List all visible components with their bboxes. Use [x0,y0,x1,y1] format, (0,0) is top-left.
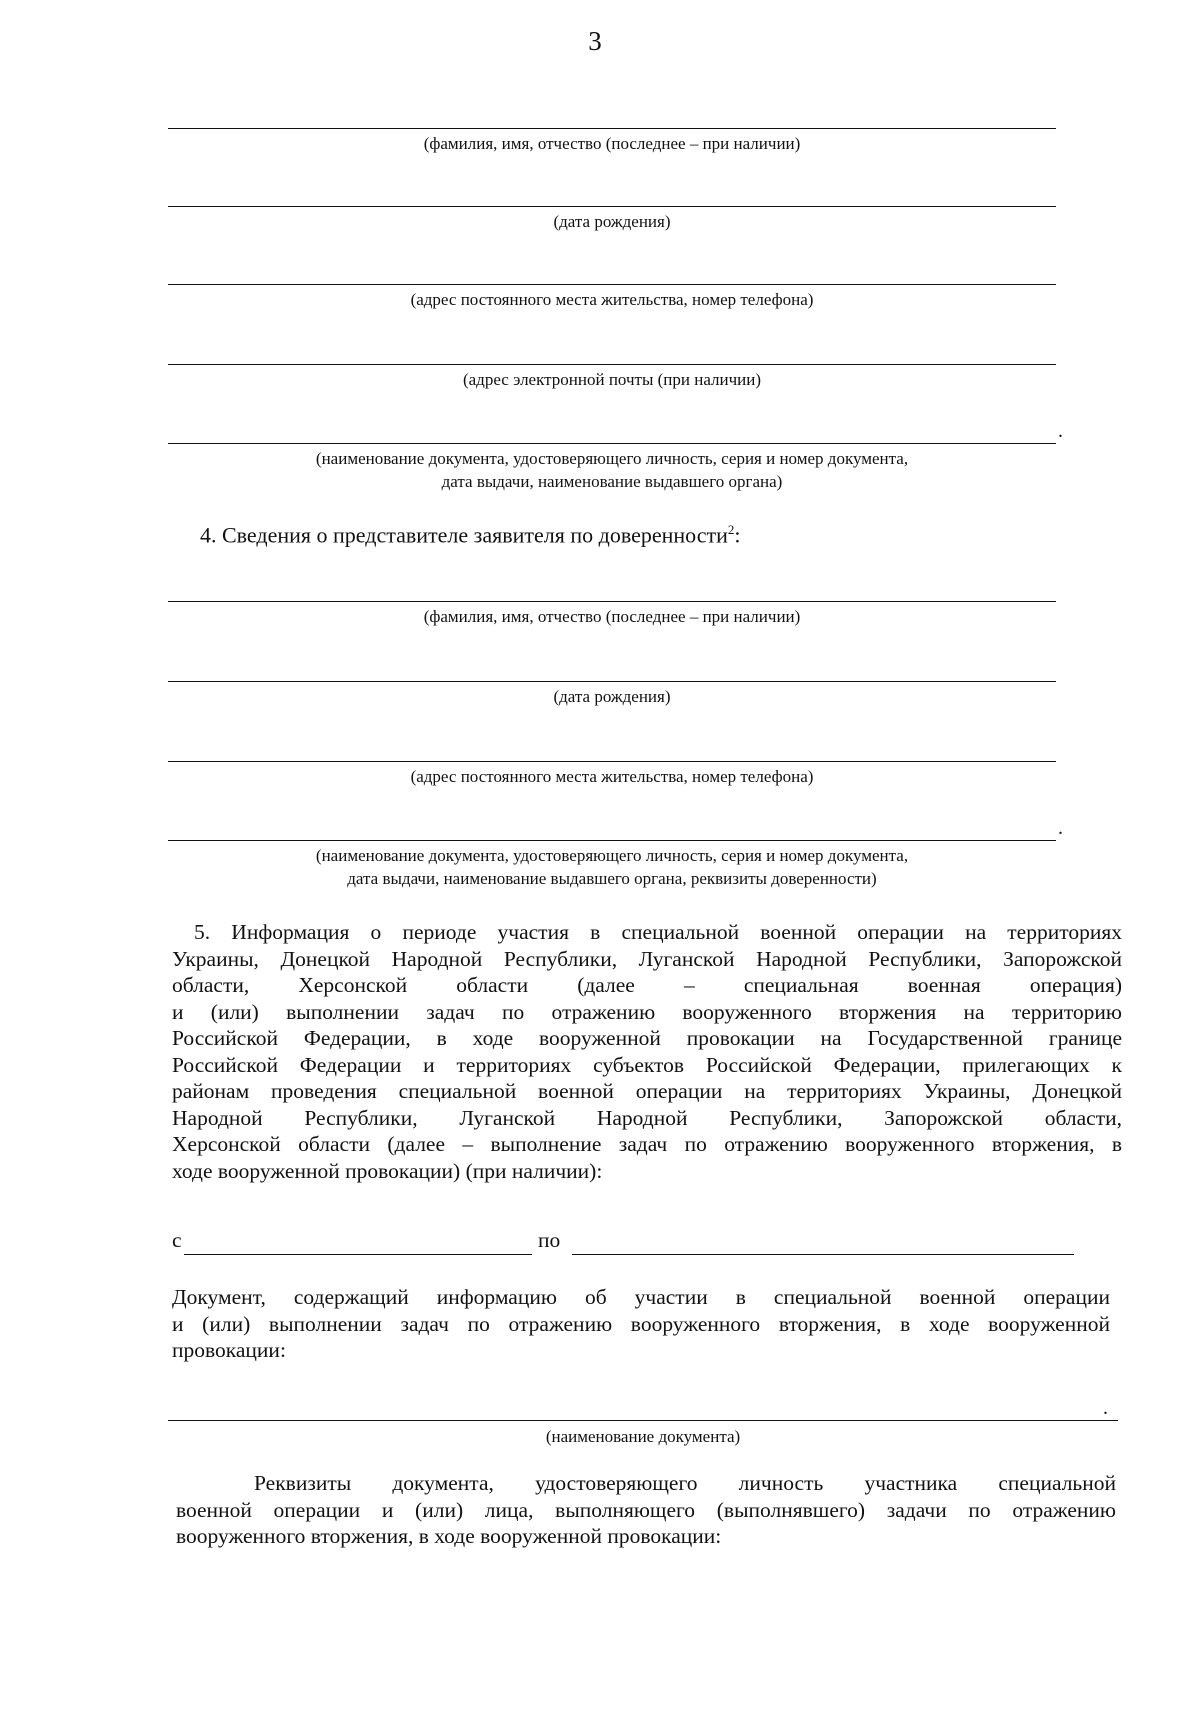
requisites-paragraph-line: военной операции и (или) лица, выполняющего (выполнявшего) задачи по отражению [176,1497,1116,1522]
section-5-line: и (или) выполнении задач по отражению вооруженного вторжения на территорию [172,999,1122,1024]
id-document-field-line[interactable] [168,443,1056,444]
section-5-line: 5. Информация о периоде участия в специальной военной операции на территориях [194,920,1122,944]
section-5-line: Российской Федерации, в ходе вооруженной провокации на Государственной границе [172,1026,1122,1050]
document-paragraph [172,1284,1110,1364]
document-name-end-dot: . [1103,1397,1108,1419]
rep-id-document-end-dot: . [1058,817,1063,839]
rep-id-document-caption-line1: (наименование документа, удостоверяющего личность, серия и номер документа, [315,846,909,865]
rep-full-name-field-line[interactable] [168,601,1056,602]
document-paragraph-line: провокации: [172,1338,286,1362]
id-document-end-dot: . [1058,420,1063,442]
rep-address-caption: (адрес постоянного места жительства, номер телефона) [410,767,814,786]
section-5-line: районам проведения специальной военной операции на территориях Украины, Донецкой [172,1079,1122,1103]
period-from-field-line[interactable] [184,1254,532,1255]
id-document-caption-line1: (наименование документа, удостоверяющего личность, серия и номер документа, [315,449,909,468]
id-document-caption-line2: дата выдачи, наименование выдавшего органа) [441,472,783,491]
rep-birth-date-caption: (дата рождения) [553,687,671,706]
section-4-heading [200,522,741,548]
document-name-field-line[interactable] [168,1420,1118,1421]
full-name-field-line[interactable] [168,128,1056,129]
footnote-mark: 2 [727,522,735,537]
address-caption: (адрес постоянного места жительства, номер телефона) [410,290,814,309]
rep-id-document-field-line[interactable] [168,840,1056,841]
section-5-line: области, Херсонской области (далее – специальная военная операция) [172,973,1122,997]
section-5-line: Украины, Донецкой Народной Республики, Луганской Народной Республики, Запорожской [172,946,1122,971]
birth-date-field-line[interactable] [168,206,1056,207]
period-from-label: с [172,1228,182,1252]
full-name-caption: (фамилия, имя, отчество (последнее – при наличии) [423,134,801,153]
section-4-heading-text: 4. Сведения о представителе заявителя по доверенности [200,522,728,548]
section-5-line: ходе вооруженной провокации) (при наличии): [172,1158,603,1183]
section-5-line: Российской Федерации и территориях субъектов Российской Федерации, прилегающих к [172,1052,1122,1077]
requisites-paragraph-line: Реквизиты документа, удостоверяющего личность участника специальной [254,1471,1116,1495]
rep-address-field-line[interactable] [168,761,1056,762]
address-field-line[interactable] [168,284,1056,285]
section-5-paragraph [172,919,1122,1184]
requisites-paragraph [176,1470,1116,1550]
email-caption: (адрес электронной почты (при наличии) [462,370,762,389]
page-number: 3 [588,26,602,56]
rep-birth-date-field-line[interactable] [168,681,1056,682]
section-5-line: Херсонской области (далее – выполнение задач по отражению вооруженного вторжения, в [172,1132,1122,1156]
section-5-line: Народной Республики, Луганской Народной Республики, Запорожской области, [172,1105,1122,1130]
period-to-field-line[interactable] [572,1254,1074,1255]
period-to-label: по [538,1228,561,1252]
requisites-paragraph-line: вооруженного вторжения, в ходе вооруженной провокации: [176,1524,722,1548]
document-paragraph-line: Документ, содержащий информацию об участии в специальной военной операции [172,1285,1110,1309]
document-paragraph-line: и (или) выполнении задач по отражению вооруженного вторжения, в ходе вооруженной [172,1311,1110,1336]
rep-id-document-caption-line2: дата выдачи, наименование выдавшего органа, реквизиты доверенности) [347,869,877,888]
birth-date-caption: (дата рождения) [553,212,671,231]
rep-full-name-caption: (фамилия, имя, отчество (последнее – при наличии) [423,607,801,626]
document-name-caption: (наименование документа) [545,1427,741,1446]
section-4-heading-colon: : [734,522,741,548]
email-field-line[interactable] [168,364,1056,365]
